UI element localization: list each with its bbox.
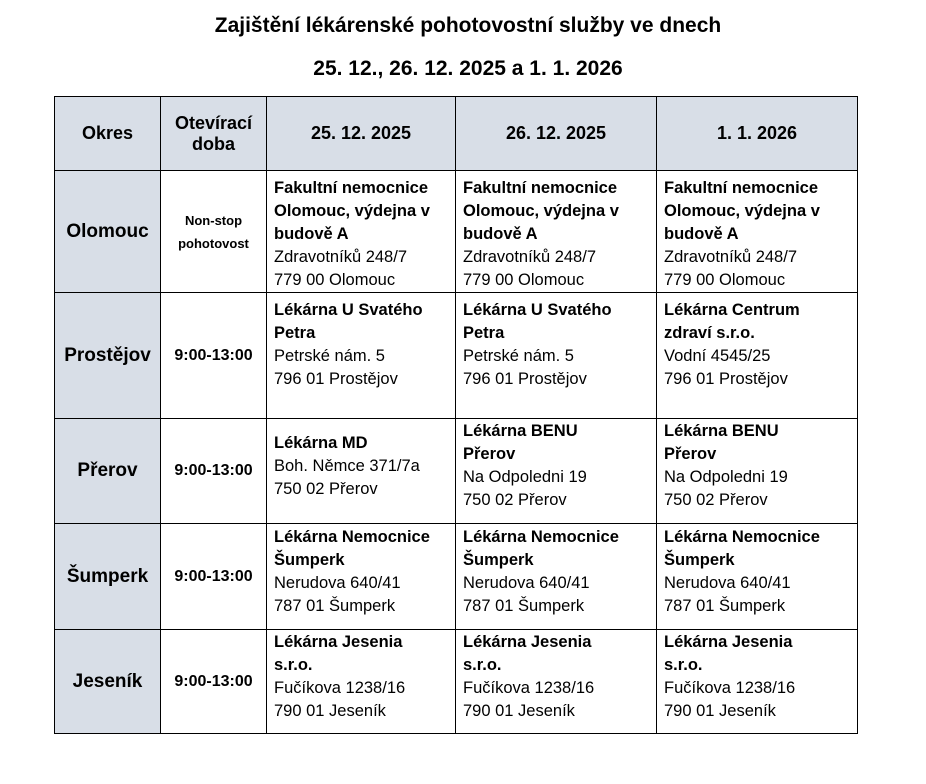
pharmacy-street: Na Odpoledni 19 — [463, 468, 587, 486]
table-row — [55, 293, 858, 419]
pharmacy-city: 796 01 Prostějov — [463, 370, 587, 388]
pharmacy-city: 750 02 Přerov — [274, 480, 378, 498]
pharmacy-street: Petrské nám. 5 — [463, 347, 574, 365]
pharmacy-cell — [456, 630, 657, 734]
pharmacy-name: budově A — [463, 225, 538, 243]
pharmacy-cell — [456, 524, 657, 630]
header-okres: Okres — [55, 97, 161, 171]
pharmacy-city: 787 01 Šumperk — [463, 597, 585, 615]
page-subtitle: 25. 12., 26. 12. 2025 a 1. 1. 2026 — [313, 57, 623, 80]
pharmacy-name: Lékárna MD — [274, 434, 368, 452]
pharmacy-name: Šumperk — [274, 551, 345, 569]
header-hours-line1: Otevírací — [174, 112, 253, 133]
pharmacy-name: Lékárna Nemocnice — [664, 528, 820, 546]
pharmacy-city: 787 01 Šumperk — [664, 597, 786, 615]
pharmacy-name: Lékárna BENU — [463, 422, 578, 440]
hours-cell — [161, 171, 267, 293]
pharmacy-name: Lékárna U Svatého — [463, 301, 612, 319]
hours-line1: Non-stop — [184, 212, 243, 228]
pharmacy-name: Fakultní nemocnice — [664, 179, 819, 197]
pharmacy-city: 790 01 Jeseník — [664, 702, 776, 720]
pharmacy-name: s.r.o. — [664, 656, 703, 674]
hours-cell: 9:00-13:00 — [161, 419, 267, 524]
pharmacy-street: Nerudova 640/41 — [463, 574, 590, 592]
okres-cell: Olomouc — [55, 171, 161, 293]
pharmacy-name: Fakultní nemocnice — [274, 179, 429, 197]
pharmacy-cell — [657, 171, 858, 293]
pharmacy-street: Fučíkova 1238/16 — [274, 679, 406, 697]
header-hours — [161, 97, 267, 171]
pharmacy-street: Zdravotníků 248/7 — [664, 248, 797, 266]
pharmacy-cell — [657, 630, 858, 734]
pharmacy-street: Na Odpoledni 19 — [664, 468, 788, 486]
pharmacy-cell — [657, 524, 858, 630]
pharmacy-cell — [456, 419, 657, 524]
pharmacy-cell — [267, 524, 456, 630]
pharmacy-street: Vodní 4545/25 — [664, 347, 771, 365]
pharmacy-city: 790 01 Jeseník — [463, 702, 575, 720]
pharmacy-name: Lékárna Jesenia — [664, 633, 793, 651]
pharmacy-street: Petrské nám. 5 — [274, 347, 385, 365]
pharmacy-city: 796 01 Prostějov — [664, 370, 788, 388]
okres-cell: Šumperk — [55, 524, 161, 630]
pharmacy-name: zdraví s.r.o. — [664, 324, 755, 342]
pharmacy-name: Přerov — [664, 445, 717, 463]
pharmacy-city: 779 00 Olomouc — [463, 271, 585, 289]
pharmacy-name: Šumperk — [463, 551, 534, 569]
pharmacy-name: Lékárna Centrum — [664, 301, 800, 319]
pharmacy-street: Boh. Němce 371/7a — [274, 457, 420, 475]
pharmacy-street: Nerudova 640/41 — [664, 574, 791, 592]
pharmacy-name: s.r.o. — [463, 656, 502, 674]
table-row — [55, 171, 858, 293]
pharmacy-name: Lékárna Nemocnice — [274, 528, 430, 546]
pharmacy-city: 796 01 Prostějov — [274, 370, 398, 388]
pharmacy-name: Lékárna Jesenia — [463, 633, 592, 651]
table-row — [55, 524, 858, 630]
header-date-1: 25. 12. 2025 — [267, 97, 456, 171]
pharmacy-street: Zdravotníků 248/7 — [463, 248, 596, 266]
pharmacy-name: Šumperk — [664, 551, 735, 569]
pharmacy-schedule-table — [54, 96, 858, 734]
pharmacy-street: Fučíkova 1238/16 — [463, 679, 595, 697]
pharmacy-cell — [267, 630, 456, 734]
okres-cell: Jeseník — [55, 630, 161, 734]
table-row — [55, 630, 858, 734]
pharmacy-city: 787 01 Šumperk — [274, 597, 396, 615]
header-hours-line2: doba — [192, 133, 235, 154]
pharmacy-name: Olomouc, výdejna v — [274, 202, 430, 220]
header-row — [55, 97, 858, 171]
header-date-3: 1. 1. 2026 — [657, 97, 858, 171]
hours-cell: 9:00-13:00 — [161, 293, 267, 419]
page-title: Zajištění lékárenské pohotovostní služby ve dnech — [214, 14, 722, 37]
pharmacy-name: Lékárna U Svatého — [274, 301, 423, 319]
pharmacy-name: Petra — [274, 324, 316, 342]
pharmacy-cell — [456, 293, 657, 419]
pharmacy-street: Zdravotníků 248/7 — [274, 248, 407, 266]
pharmacy-cell — [456, 171, 657, 293]
pharmacy-name: Fakultní nemocnice — [463, 179, 618, 197]
table-row — [55, 419, 858, 524]
pharmacy-street: Nerudova 640/41 — [274, 574, 401, 592]
hours-cell: 9:00-13:00 — [161, 524, 267, 630]
pharmacy-name: Olomouc, výdejna v — [664, 202, 820, 220]
pharmacy-city: 790 01 Jeseník — [274, 702, 386, 720]
pharmacy-name: s.r.o. — [274, 656, 313, 674]
pharmacy-city: 779 00 Olomouc — [664, 271, 786, 289]
hours-cell: 9:00-13:00 — [161, 630, 267, 734]
pharmacy-city: 779 00 Olomouc — [274, 271, 396, 289]
pharmacy-name: Lékárna BENU — [664, 422, 779, 440]
pharmacy-street: Fučíkova 1238/16 — [664, 679, 796, 697]
pharmacy-cell — [267, 419, 456, 524]
pharmacy-name: Lékárna Jesenia — [274, 633, 403, 651]
pharmacy-name: Petra — [463, 324, 505, 342]
hours-line2: pohotovost — [178, 235, 249, 251]
pharmacy-cell — [657, 419, 858, 524]
pharmacy-city: 750 02 Přerov — [664, 491, 768, 509]
header-date-2: 26. 12. 2025 — [456, 97, 657, 171]
pharmacy-name: Lékárna Nemocnice — [463, 528, 619, 546]
okres-cell: Prostějov — [55, 293, 161, 419]
pharmacy-cell — [267, 293, 456, 419]
pharmacy-name: Olomouc, výdejna v — [463, 202, 619, 220]
pharmacy-cell — [267, 171, 456, 293]
okres-cell: Přerov — [55, 419, 161, 524]
pharmacy-name: Přerov — [463, 445, 516, 463]
pharmacy-name: budově A — [664, 225, 739, 243]
pharmacy-city: 750 02 Přerov — [463, 491, 567, 509]
pharmacy-cell — [657, 293, 858, 419]
pharmacy-name: budově A — [274, 225, 349, 243]
